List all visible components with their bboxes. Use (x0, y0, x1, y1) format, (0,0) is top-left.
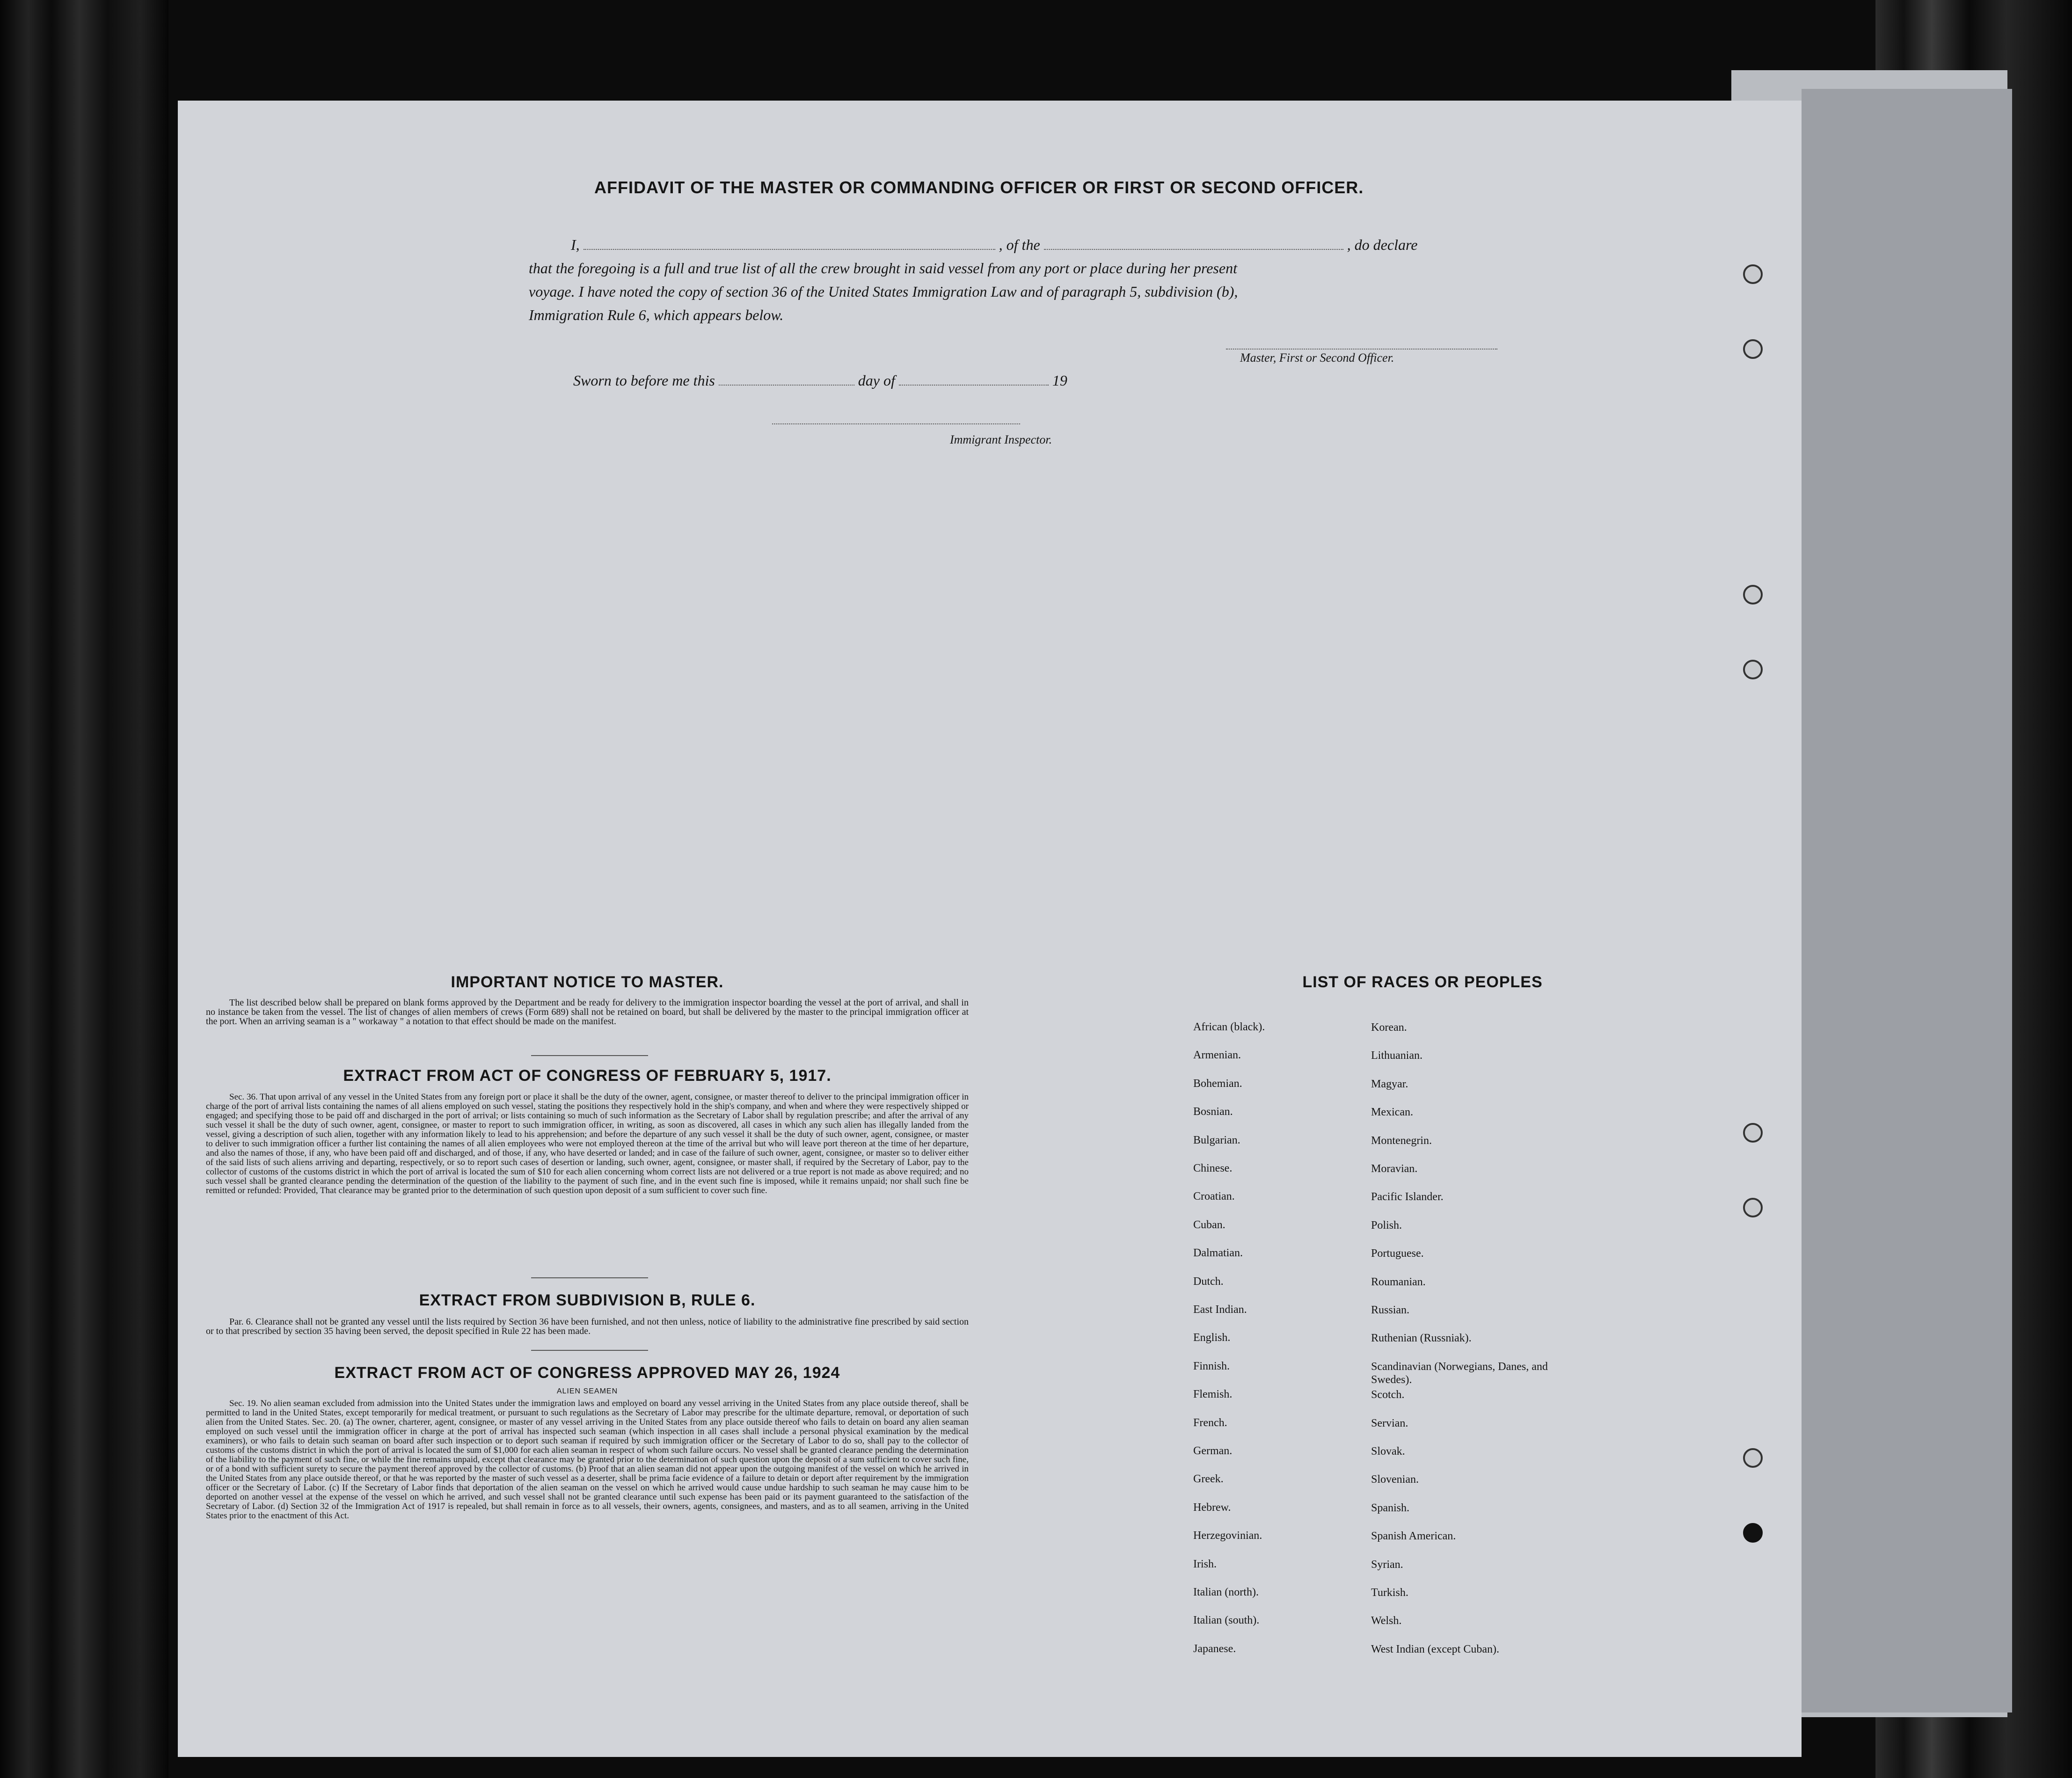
affidavit-line-3: voyage. I have noted the copy of section 36 of the United States Immigration Law and of paragraph 5, subdivision (b), (529, 283, 1238, 300)
affidavit-do-declare: , do declare (1347, 236, 1418, 253)
day-of-label: day of (858, 372, 895, 389)
affidavit-line-1 (571, 236, 1647, 254)
punch-hole-icon (1743, 585, 1763, 605)
race-item: Spanish. (1371, 1501, 1410, 1514)
punch-hole-icon (1743, 1123, 1763, 1143)
master-signature-line (1226, 349, 1497, 350)
master-signature-label: Master, First or Second Officer. (1240, 351, 1394, 364)
race-item: Cuban. (1193, 1218, 1226, 1231)
race-item: Greek. (1193, 1473, 1224, 1486)
race-item: Bulgarian. (1193, 1134, 1240, 1146)
year-label: 19 (1052, 372, 1067, 389)
extract-rule6-text: Par. 6. Clearance shall not be granted any vessel until the lists required by Section 36 have been furnished, and not then unless, notice of liability to the administrative fine prescribed by said section or to that prescribed by section 35 having been served, the deposit specified in Rule 22 has been made. (206, 1317, 969, 1336)
race-item: Hebrew. (1193, 1501, 1231, 1514)
punch-hole-icon (1743, 1523, 1763, 1543)
race-item: Syrian. (1371, 1558, 1403, 1571)
extract-1924-subheading: ALIEN SEAMEN (556, 1387, 618, 1395)
affidavit-line-2: that the foregoing is a full and true list of all the crew brought in said vessel from any port or place during her present (529, 260, 1237, 277)
inspector-label: Immigrant Inspector. (950, 433, 1052, 446)
extract-1917-heading: EXTRACT FROM ACT OF CONGRESS OF FEBRUARY 5, 1917. (343, 1067, 832, 1085)
race-item: Herzegovinian. (1193, 1530, 1262, 1542)
punch-hole-icon (1743, 660, 1763, 679)
section-divider (531, 1277, 648, 1278)
affidavit-of-the-label: , of the (999, 236, 1040, 253)
sworn-line (573, 372, 1509, 389)
race-item: Servian. (1371, 1417, 1408, 1429)
name-blank (584, 249, 995, 250)
race-item: Russian. (1371, 1304, 1410, 1316)
affidavit-line-4: Immigration Rule 6, which appears below. (529, 306, 784, 323)
race-item: Scotch. (1371, 1389, 1405, 1401)
race-item: Slovenian. (1371, 1473, 1419, 1486)
punch-hole-icon (1743, 1198, 1763, 1217)
day-blank (719, 385, 854, 386)
race-item: African (black). (1193, 1021, 1265, 1033)
extract-rule6-heading: EXTRACT FROM SUBDIVISION B, RULE 6. (419, 1291, 756, 1309)
background-sheet-shadow (1802, 89, 2012, 1712)
race-item: Italian (north). (1193, 1586, 1259, 1598)
scanner-edge-left (0, 0, 168, 1778)
notice-text: The list described below shall be prepared on blank forms approved by the Department and be ready for delivery to the immigration inspector boarding the vessel at the port of arrival, and shall in no instance be taken from the vessel. The list of changes of alien members of crews (Form 689) shall not be retained on board, but shall be delivered by the master to the principal immigration officer at the port. When an arriving seaman is a " workaway " a notation to that effect should be made on the manifest. (206, 998, 969, 1027)
race-item: French. (1193, 1416, 1227, 1429)
race-item: Chinese. (1193, 1162, 1233, 1174)
race-item: Dutch. (1193, 1275, 1224, 1288)
race-item: Mexican. (1371, 1106, 1413, 1119)
race-item: Slovak. (1371, 1445, 1405, 1457)
extract-1924-heading: EXTRACT FROM ACT OF CONGRESS APPROVED MAY 26, 1924 (334, 1364, 840, 1382)
race-item: Magyar. (1371, 1078, 1408, 1090)
race-item: West Indian (except Cuban). (1371, 1643, 1499, 1655)
punch-hole-icon (1743, 1448, 1763, 1468)
race-item: East Indian. (1193, 1304, 1247, 1316)
race-item: Flemish. (1193, 1388, 1233, 1401)
race-item: Italian (south). (1193, 1614, 1260, 1627)
race-item: Welsh. (1371, 1615, 1402, 1627)
race-item: Montenegrin. (1371, 1134, 1432, 1147)
race-item: Turkish. (1371, 1587, 1408, 1599)
race-item: Bosnian. (1193, 1106, 1233, 1118)
notice-heading: IMPORTANT NOTICE TO MASTER. (451, 973, 724, 991)
race-item: Pacific Islander. (1371, 1191, 1444, 1203)
vessel-blank (1044, 249, 1343, 250)
race-item: Bohemian. (1193, 1077, 1242, 1090)
race-item: Moravian. (1371, 1163, 1418, 1175)
punch-hole-icon (1743, 264, 1763, 284)
extract-1924-text: Sec. 19. No alien seaman excluded from admission into the United States under the immigration laws and employed on board any vessel arriving in the United States from any place outside thereof, shall be permitted to land in the United States, except temporarily for medical treatment, or pursuant to such regulations as the Secretary of Labor may prescribe for the ultimate departure, removal, or deportation of such alien from the United States. Sec. 20. (a) The owner, charterer, agent, consignee, or master of any vessel arriving in the United States from any place outside thereof who fails to detain on board any alien seaman employed on such vessel until the immigration officer in charge at the port of arrival has inspected such seaman (which inspection in all cases shall include a personal physical examination by the medical examiners), or who fails to detain such seaman on board after such inspection or to deport such seaman if required by such immigration officer or the Secretary of Labor to do so, shall pay to the collector of customs of the customs district in which the port of arrival is located the sum of $1,000 for each alien seaman in respect of whom such failure occurs. No vessel shall be granted clearance pending the determination of the liability to the payment of such fine, or while the fine remains unpaid, except that clearance may be granted prior to the determination of such question upon the deposit of a sum sufficient to cover such fine, or of a bond with sufficient surety to secure the payment thereof approved by the collector of customs. (b) Proof that an alien seaman did not appear upon the outgoing manifest of the vessel on which he arrived in the United States from any place outside thereof, or that he was reported by the master of such vessel as a deserter, shall be prima facie evidence of a failure to detain or deport after requirement by the immigration officer or the Secretary of Labor. (c) If the Secretary of Labor finds that deportation of the alien seaman on the vessel on which he arrived would cause undue hardship to such seaman he may cause him to be deported on another vessel at the expense of the vessel on which he arrived, and such vessel shall not be granted clearance until such expense has been paid or its payment guaranteed to the satisfaction of the Secretary of Labor. (d) Section 32 of the Immigration Act of 1917 is repealed, but shall remain in force as to all vessels, their owners, agents, consignees, and masters, and as to all seamen, arriving in the United States prior to the enactment of this Act. (206, 1399, 969, 1521)
race-item: Dalmatian. (1193, 1247, 1243, 1260)
section-divider (531, 1350, 648, 1351)
race-item: Croatian. (1193, 1190, 1235, 1203)
extract-1917-text: Sec. 36. That upon arrival of any vessel in the United States from any foreign port or place it shall be the duty of the owner, agent, consignee, or master thereof to deliver to the principal immigration officer in charge of the port of arrival lists containing the names of all aliens employed on such vessel, stating the positions they respectively hold in the ship's company, and when and where they were respectively shipped or engaged; and specifying those to be paid off and discharged in the port of arrival; or lists containing so much of such information as the Secretary of Labor shall by regulation prescribe; and after the arrival of any such vessel it shall be the duty of such owner, agent, consignee, or master to report to such immigration officer, in writing, as soon as discovered, all cases in which any such alien has illegally landed from the vessel, giving a description of such alien, together with any information likely to lead to his apprehension; and before the departure of any such vessel it shall be the duty of such owner, agent, consignee, or master to deliver to such immigration officer a further list containing the names of all alien employees who were not employed thereon at the time of the arrival but who will leave port thereon at the time of her departure, and also the names of those, if any, who have been paid off and discharged, and of those, if any, who have deserted or landed; and in case of the failure of such owner, agent, consignee, or master so to deliver either of the said lists of such aliens arriving and departing, respectively, or so to report such cases of desertion or landing, such owner, agent, consignee, or master shall, if required by the Secretary of Labor, pay to the collector of customs of the customs district in which the port of arrival is located the sum of $10 for each alien concerning whom correct lists are not delivered or a true report is not made as above required; and no such vessel shall be granted clearance pending the determination of the question of the liability to the payment of such fine, and in the event such fine is imposed, while it remains unpaid; nor shall such fine be remitted or refunded: Provided, That clearance may be granted prior to the determination of such question upon deposit of a sum sufficient to cover such fine. (206, 1092, 969, 1195)
race-item: Finnish. (1193, 1360, 1230, 1372)
race-item: Armenian. (1193, 1049, 1241, 1062)
race-item: Portuguese. (1371, 1247, 1424, 1260)
races-heading: LIST OF RACES OR PEOPLES (1302, 973, 1543, 991)
affidavit-i-label: I, (571, 236, 580, 253)
sworn-label: Sworn to before me this (573, 372, 715, 389)
race-item: English. (1193, 1332, 1231, 1344)
race-item: Ruthenian (Russniak). (1371, 1332, 1472, 1345)
race-item: Polish. (1371, 1219, 1402, 1231)
race-item: Japanese. (1193, 1642, 1236, 1655)
race-item: Korean. (1371, 1021, 1407, 1034)
section-divider (531, 1055, 648, 1056)
race-item: German. (1193, 1445, 1233, 1457)
race-item: Irish. (1193, 1558, 1217, 1570)
affidavit-title: AFFIDAVIT OF THE MASTER OR COMMANDING OFFICER OR FIRST OR SECOND OFFICER. (594, 178, 1364, 197)
month-blank (899, 385, 1049, 386)
document-page (178, 101, 1802, 1757)
race-item: Roumanian. (1371, 1275, 1426, 1288)
race-item: Lithuanian. (1371, 1049, 1423, 1062)
inspector-signature-line (772, 423, 1020, 424)
punch-hole-icon (1743, 339, 1763, 359)
race-item: Scandinavian (Norwegians, Danes, and Swedes). (1371, 1360, 1548, 1386)
race-item: Spanish American. (1371, 1530, 1456, 1543)
